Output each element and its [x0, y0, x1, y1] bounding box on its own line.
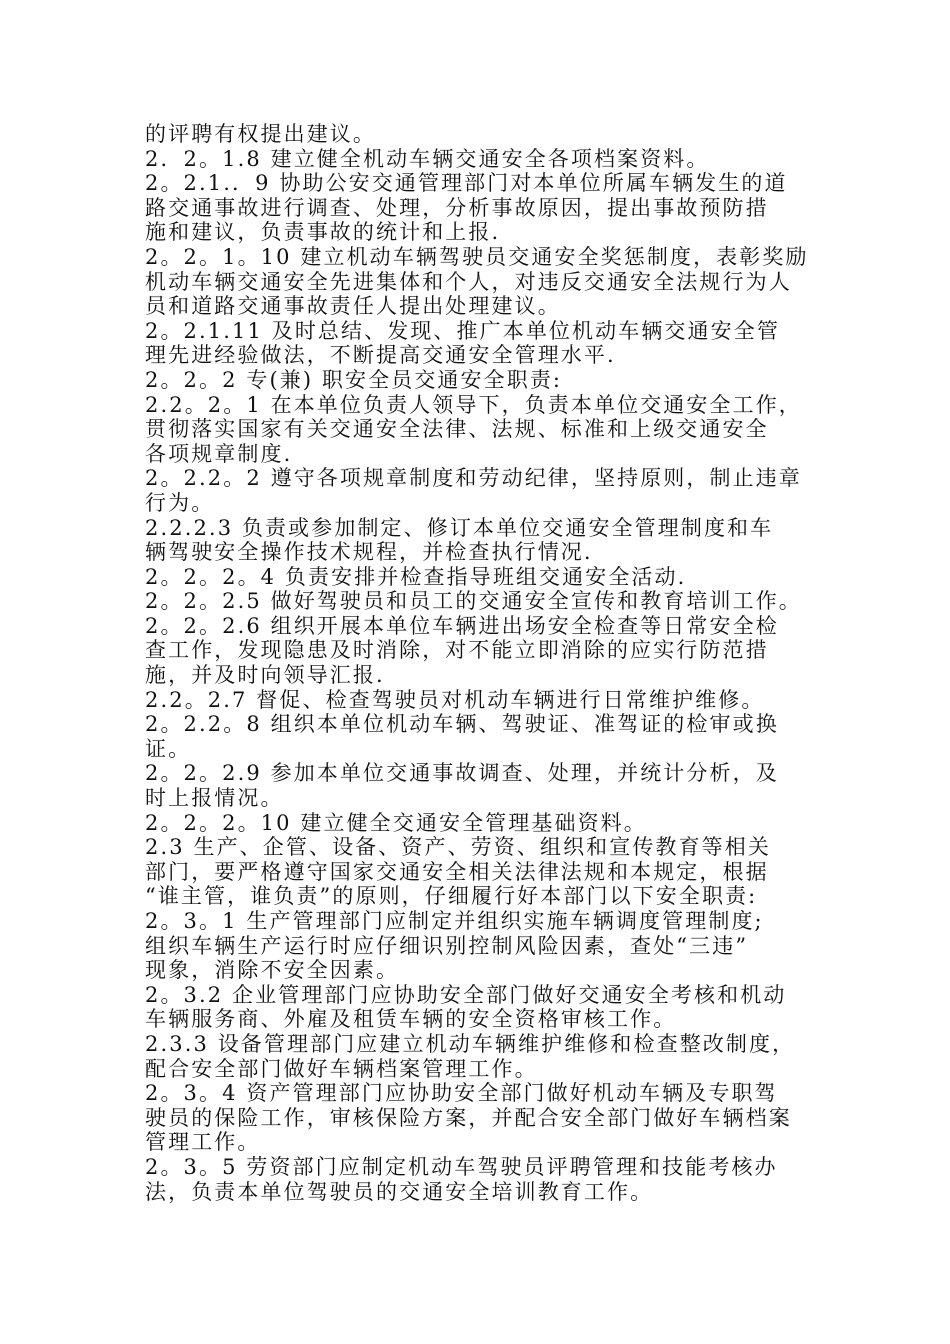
- text-line: 2。3。4 资产管理部门应协助安全部门做好机动车辆及专职驾: [145, 1081, 778, 1106]
- text-line: 机动车辆交通安全先进集体和个人，对违反交通安全法规行为人: [145, 269, 792, 294]
- text-line: 2。2。2 专(兼) 职安全员交通安全职责:: [145, 367, 563, 392]
- text-line: 辆驾驶安全操作技术规程，并检查执行情况.: [145, 540, 593, 565]
- text-line: 员和道路交通事故责任人提出处理建议。: [145, 294, 561, 319]
- text-line: 2。3。1 生产管理部门应制定并组织实施车辆调度管理制度;: [145, 909, 764, 933]
- text-line: 理先进经验做法，不断提高交通安全管理水平.: [145, 343, 616, 368]
- text-line: 证。: [145, 736, 192, 761]
- text-line: 驶员的保险工作，审核保险方案，并配合安全部门做好车辆档案: [145, 1105, 792, 1130]
- text-line: 2。3。5 劳资部门应制定机动车驾驶员评聘管理和技能考核办: [145, 1154, 778, 1179]
- text-line: 配合安全部门做好车辆档案管理工作。: [145, 1056, 538, 1081]
- text-line: 法，负责本单位驾驶员的交通安全培训教育工作。: [145, 1179, 654, 1204]
- text-line: 2。2。2.5 做好驾驶员和员工的交通安全宣传和教育培训工作。: [145, 589, 802, 614]
- text-line: 2。2。1。10 建立机动车辆驾驶员交通安全奖惩制度，表彰奖励: [145, 244, 809, 269]
- text-line: 施，并及时向领导汇报.: [145, 663, 385, 688]
- text-line: 2。2.1.11 及时总结、发现、推广本单位机动车辆交通安全管: [145, 318, 780, 343]
- text-line: 2.2。2。1 在本单位负责人领导下，负责本单位交通安全工作，: [145, 392, 802, 417]
- text-line: 部门，要严格遵守国家交通安全相关法律法规和本规定，根据: [145, 859, 769, 884]
- text-line: “谁主管，谁负责”的原则，仔细履行好本部门以下安全职责:: [145, 884, 758, 909]
- text-line: 2。2.1.．9 协助公安交通管理部门对本单位所属车辆发生的道: [145, 171, 788, 196]
- text-line: 2。2。2.6 组织开展本单位车辆进出场安全检查等日常安全检: [145, 613, 779, 638]
- text-line: 2．2。1.8 建立健全机动车辆交通安全各项档案资料。: [145, 146, 710, 171]
- text-line: 2。3.2 企业管理部门应协助安全部门做好交通安全考核和机动: [145, 982, 787, 1007]
- text-line: 2.2。2.7 督促、检查驾驶员对机动车辆进行日常维护维修。: [145, 687, 765, 712]
- text-line: 2。2.2。8 组织本单位机动车辆、驾驶证、准驾证的检审或换: [145, 712, 779, 737]
- text-line: 现象，消除不安全因素。: [145, 958, 400, 983]
- text-line: 贯彻落实国家有关交通安全法律、法规、标准和上级交通安全: [145, 417, 769, 442]
- text-line: 行为。: [145, 490, 215, 515]
- text-line: 施和建议，负责事故的统计和上报.: [145, 220, 501, 245]
- text-line: 时上报情况。: [145, 786, 284, 811]
- text-line: 路交通事故进行调查、处理，分析事故原因，提出事故预防措: [145, 195, 769, 220]
- text-line: 车辆服务商、外雇及租赁车辆的安全资格审核工作。: [145, 1007, 677, 1032]
- text-line: 查工作，发现隐患及时消除，对不能立即消除的应实行防范措: [145, 638, 769, 663]
- document-page: [145, 122, 815, 1204]
- text-line: 2。2.2。2 遵守各项规章制度和劳动纪律，坚持原则，制止违章: [145, 466, 802, 491]
- text-line: 的评聘有权提出建议。: [145, 122, 376, 146]
- text-line: 组织车辆生产运行时应仔细识别控制风险因素，查处“三违”: [145, 933, 749, 958]
- text-line: 2.2.2.3 负责或参加制定、修订本单位交通安全管理制度和车: [145, 515, 774, 540]
- text-line: 2。2。2。10 建立健全交通安全管理基础资料。: [145, 810, 647, 835]
- text-line: 2。2。2.9 参加本单位交通事故调查、处理，并统计分析，及: [145, 761, 779, 786]
- text-line: 2。2。2。4 负责安排并检查指导班组交通安全活动.: [145, 564, 687, 589]
- text-line: 管理工作。: [145, 1130, 261, 1155]
- text-line: 各项规章制度.: [145, 441, 293, 466]
- text-line: 2.3.3 设备管理部门应建立机动车辆维护维修和检查整改制度，: [145, 1031, 796, 1056]
- text-line: 2.3 生产、企管、设备、资产、劳资、组织和宣传教育等相关: [145, 835, 771, 860]
